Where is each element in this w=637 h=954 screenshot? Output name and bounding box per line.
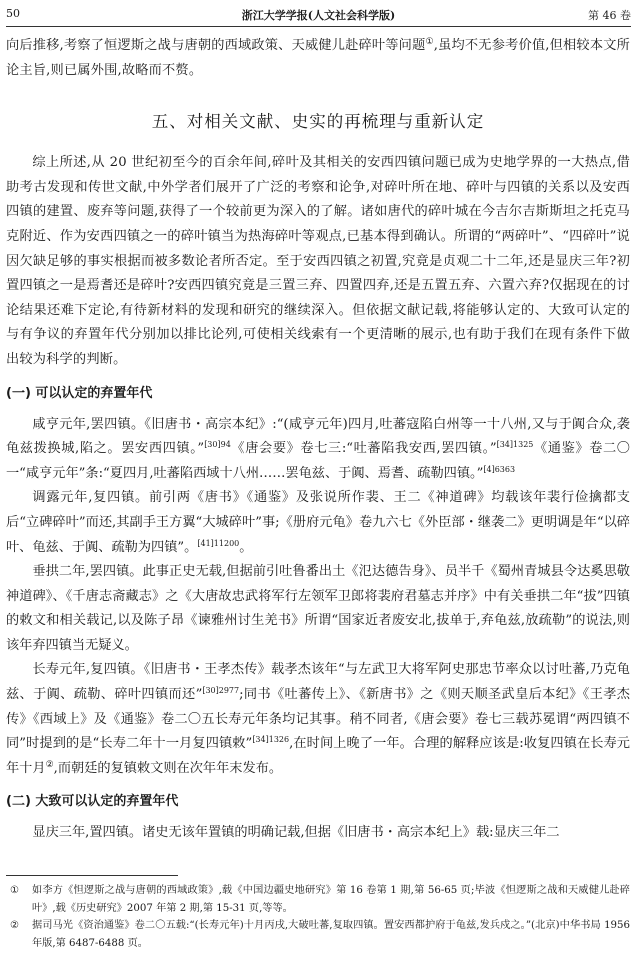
section-title: 五、对相关文献、史实的再梳理与重新认定 xyxy=(151,112,485,132)
entry-text: 《唐会要》卷七三:“吐蕃陷我安西,罢四镇。” xyxy=(230,441,497,457)
entry-chuigong: 垂拱二年,罢四镇。此事正史无载,但据前引吐鲁番出土《氾达德告身》、员半千《蜀州青城县令达奚思敬神道碑》、《千唐志斋藏志》之《大唐故忠武将军行左领军卫郎将裴府君墓志并序》中有关垂拱二年“拔”四镇的敕文和相关载记,以及陈子昂《谏雅州讨生羌书》所谓“国家近者废安北,拔单于,弃龟兹,放疏勒”的说法,则该年弃四镇当无疑义。 xyxy=(6,564,630,653)
citation: [41]11200 xyxy=(197,538,240,548)
citation: [4]6363 xyxy=(483,464,516,474)
citation: [30]2977 xyxy=(202,686,240,696)
entry-changshou xyxy=(6,658,630,781)
summary-paragraph: 综上所述,从 20 世纪初至今的百余年间,碎叶及其相关的安西四镇问题已成为史地学界的一大热点,借助考古发现和传世文献,中外学者们展开了广泛的考察和论争,对碎叶所在地、碎叶与四镇的关系以及安西四镇的建置、废弃等问题,获得了一个较前更为深入的了解。诸如唐代的碎叶城在今吉尔吉斯斯坦之托克马克附近、作为安西四镇之一的碎叶镇当为热海碎叶等观点,已基本得到确认。所谓的“两碎叶”、“四碎叶”说因欠缺足够的事实根据而被多数论者所否定。至于安西四镇之初置,究竟是贞观二十二年,还是显庆三年?初置四镇之一是焉耆还是碎叶?安西四镇究竟是三置三弃、四置四弃,还是五置五弃、六置六弃?仅据现在的讨论结果还难下定论,有待新材料的发现和研究的继续深入。但依据文献记载,将能够认定的、大致可认定的与有争议的弃置年代分别加以排比论列,可使相关线索有一个更清晰的展示,也有助于我们在现有条件下做出较为科学的判断。 xyxy=(6,155,630,367)
journal-title: 浙江大学学报(人文社会科学版) xyxy=(241,9,396,22)
entry-text: 《通鉴》卷二〇一“咸亨元年”条:“夏四月,吐蕃陷西域十八州……罢龟兹、于阗、焉耆、疏勒四镇。” xyxy=(6,441,630,481)
page-number: 50 xyxy=(6,7,20,20)
footnote-ref-2: ② xyxy=(45,759,54,770)
footnote-ref-1: ① xyxy=(425,37,434,47)
footnote-text: 据司马光《资治通鉴》卷二〇五载:“(长寿元年)十月丙戌,大破吐蕃,复取四镇。置安西都护府于龟兹,发兵戍之。”(北京)中华书局 1956 年版,第 6487-6488 页。 xyxy=(32,920,630,949)
footnote-mark: ② xyxy=(10,920,20,931)
citation: [34]1325 xyxy=(496,440,534,450)
footnote-2 xyxy=(6,917,630,952)
intro-paragraph xyxy=(6,34,630,83)
entry-xianqing: 显庆三年,置四镇。诸史无该年置镇的明确记载,但据《旧唐书・高宗本纪上》载:显庆三年二 xyxy=(32,825,560,841)
entry-text: ,在时间上晚了一年。合理的解释应该是:收复四镇在长寿元年十月 xyxy=(6,736,630,776)
header-rule xyxy=(6,26,631,27)
entry-text: ,而朝廷的复镇敕文则在次年年末发布。 xyxy=(53,760,283,776)
entry-text: 长寿元年,复四镇。《旧唐书・王孝杰传》载孝杰该年“与左武卫大将军阿史那忠节率众以讨吐蕃,乃克龟兹、于阗、疏勒、碎叶四镇而还” xyxy=(6,662,630,703)
volume-label: 第 46 卷 xyxy=(588,9,631,22)
entry-text: 。 xyxy=(239,539,253,555)
citation: [34]1326 xyxy=(252,735,290,745)
footnotes xyxy=(6,882,630,952)
subsection-title-1: (一) 可以认定的弃置年代 xyxy=(6,385,153,401)
subsection-title-2: (二) 大致可以认定的弃置年代 xyxy=(6,794,179,810)
footnote-rule xyxy=(6,875,178,876)
running-header xyxy=(6,4,631,26)
entry-text: ;同书《吐蕃传上》、《新唐书》之《则天顺圣武皇后本纪》《王孝杰传》《西域上》及《通鉴》卷二〇五长寿元年条均记其事。稍不同者,《唐会要》卷七三载苏冕谓“两四镇不同”时提到的是“长寿二年十一月复四镇敕” xyxy=(6,687,630,752)
citation: [30]94 xyxy=(204,440,231,450)
entry-text: 咸亨元年,罢四镇。《旧唐书・高宗本纪》:“(咸亨元年)四月,吐蕃寇陷白州等一十八州,又与于阗合众,袭龟兹拨换城,陷之。罢安西四镇。” xyxy=(6,416,630,457)
footnote-mark: ① xyxy=(10,885,20,896)
entry-xianheng xyxy=(6,413,630,487)
entry-text: 调露元年,复四镇。前引两《唐书》《通鉴》及张说所作裴、王二《神道碑》均载该年裴行俭擒都支后“立碑碎叶”而还,其副手王方翼“大城碎叶”事;《册府元龟》卷九六七《外臣部・继袭二》更明调是年“以碎叶、龟兹、于阗、疏勒为四镇”。 xyxy=(6,490,630,555)
intro-text-a: 向后推移,考察了恒逻斯之战与唐朝的西域政策、天威健儿赴碎叶等问题 xyxy=(6,38,426,53)
article-body xyxy=(6,34,630,846)
footnote-1 xyxy=(6,882,630,917)
entry-tiaolu xyxy=(6,486,630,560)
intro-text-b: ,虽均不无参考价值,但相较本文所论主旨,则已属外围,故略而不赘。 xyxy=(6,38,630,78)
footnote-text: 如李方《怛逻斯之战与唐朝的西域政策》,载《中国边疆史地研究》第 16 卷第 1 期,第 56-65 页;毕波《怛逻斯之战和天威健儿赴碎叶》,载《历史研究》2007 年第 2 期,第 15-31 页,等等。 xyxy=(32,885,630,914)
